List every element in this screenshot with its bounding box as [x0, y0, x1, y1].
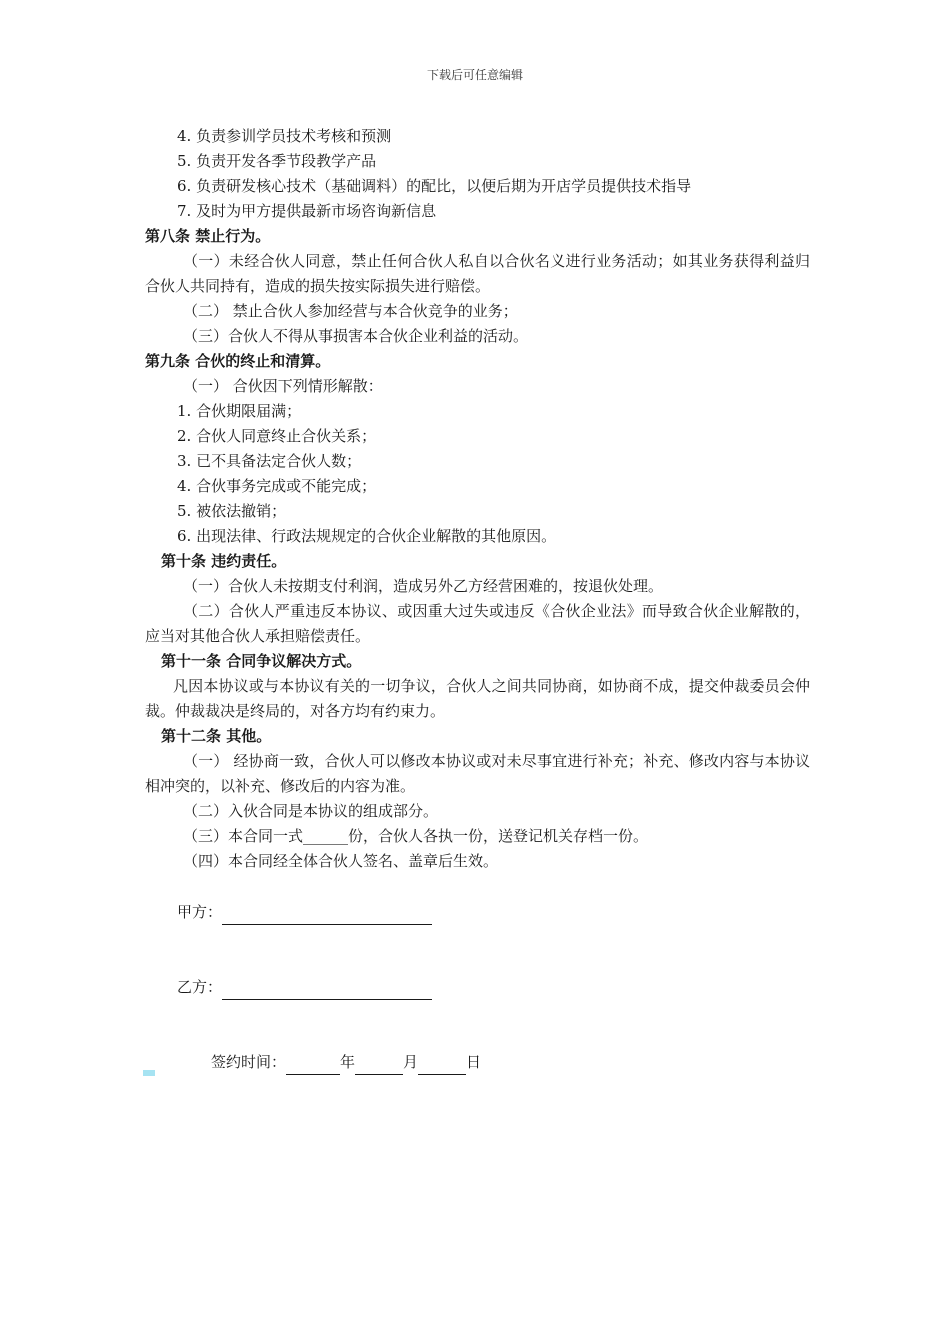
list-item: 4. 合伙事务完成或不能完成； — [177, 477, 377, 495]
list-item: 5. 负责开发各季节段教学产品 — [177, 152, 377, 170]
article-11-clause-1: 凡因本协议或与本协议有关的一切争议，合伙人之间共同协商，如协商不成，提交仲裁委员会仲裁。仲裁裁决是终局的，对各方均有约束力。 — [145, 677, 810, 720]
day-blank[interactable] — [418, 1056, 466, 1075]
article-12-clause-1: （一） 经协商一致，合伙人可以修改本协议或对未尽事宜进行补充；补充、修改内容与本协议相冲突的，以补充、修改后的内容为准。 — [145, 752, 810, 795]
document-body — [145, 124, 810, 1075]
list-item: 2. 合伙人同意终止合伙关系； — [177, 427, 377, 445]
party-b-label: 乙方： — [177, 978, 223, 996]
article-8-title: 第八条 禁止行为。 — [145, 227, 271, 245]
text-cursor-marker — [143, 1070, 155, 1076]
list-item: 6. 负责研发核心技术（基础调料）的配比，以便后期为开店学员提供技术指导 — [177, 177, 692, 195]
article-8-clause-2: （二） 禁止合伙人参加经营与本合伙竞争的业务； — [183, 302, 518, 320]
article-10-clause-2: （二）合伙人严重违反本协议、或因重大过失或违反《合伙企业法》而导致合伙企业解散的，应当对其他合伙人承担赔偿责任。 — [145, 602, 810, 645]
article-12-clause-3: （三）本合同一式______份，合伙人各执一份，送登记机关存档一份。 — [183, 827, 649, 845]
signing-date-label: 签约时间： — [211, 1053, 287, 1071]
party-b-signature — [145, 975, 810, 1000]
month-label: 月 — [403, 1053, 419, 1071]
article-12-clause-2: （二）入伙合同是本协议的组成部分。 — [183, 802, 439, 820]
article-12-clause-4: （四）本合同经全体合伙人签名、盖章后生效。 — [183, 852, 499, 870]
article-10-title: 第十条 违约责任。 — [161, 552, 287, 570]
list-item: 6. 出现法律、行政法规规定的合伙企业解散的其他原因。 — [177, 527, 557, 545]
list-item: 1. 合伙期限届满； — [177, 402, 302, 420]
article-9-title: 第九条 合伙的终止和清算。 — [145, 352, 331, 370]
month-blank[interactable] — [355, 1056, 403, 1075]
day-label: 日 — [466, 1053, 482, 1071]
year-label: 年 — [340, 1053, 356, 1071]
list-item: 7. 及时为甲方提供最新市场咨询新信息 — [177, 202, 437, 220]
list-item: 3. 已不具备法定合伙人数； — [177, 452, 362, 470]
article-12-title: 第十二条 其他。 — [161, 727, 272, 745]
party-a-signature — [145, 900, 810, 925]
page-header: 下载后可任意编辑 — [426, 68, 523, 82]
article-10-clause-1: （一）合伙人未按期支付利润，造成另外乙方经营困难的，按退伙处理。 — [183, 577, 664, 595]
article-9-clause-1: （一） 合伙因下列情形解散： — [183, 377, 383, 395]
party-a-label: 甲方： — [177, 903, 223, 921]
article-8-clause-1: （一）未经合伙人同意，禁止任何合伙人私自以合伙名义进行业务活动；如其业务获得利益归合伙人共同持有，造成的损失按实际损失进行赔偿。 — [145, 252, 810, 295]
list-item: 4. 负责参训学员技术考核和预测 — [177, 127, 392, 145]
article-8-clause-3: （三）合伙人不得从事损害本合伙企业利益的活动。 — [183, 327, 529, 345]
list-item: 5. 被依法撤销； — [177, 502, 287, 520]
article-11-title: 第十一条 合同争议解决方式。 — [161, 652, 362, 670]
party-b-signature-line[interactable] — [222, 981, 432, 1000]
year-blank[interactable] — [286, 1056, 340, 1075]
party-a-signature-line[interactable] — [222, 906, 432, 925]
signing-date — [145, 1050, 810, 1075]
